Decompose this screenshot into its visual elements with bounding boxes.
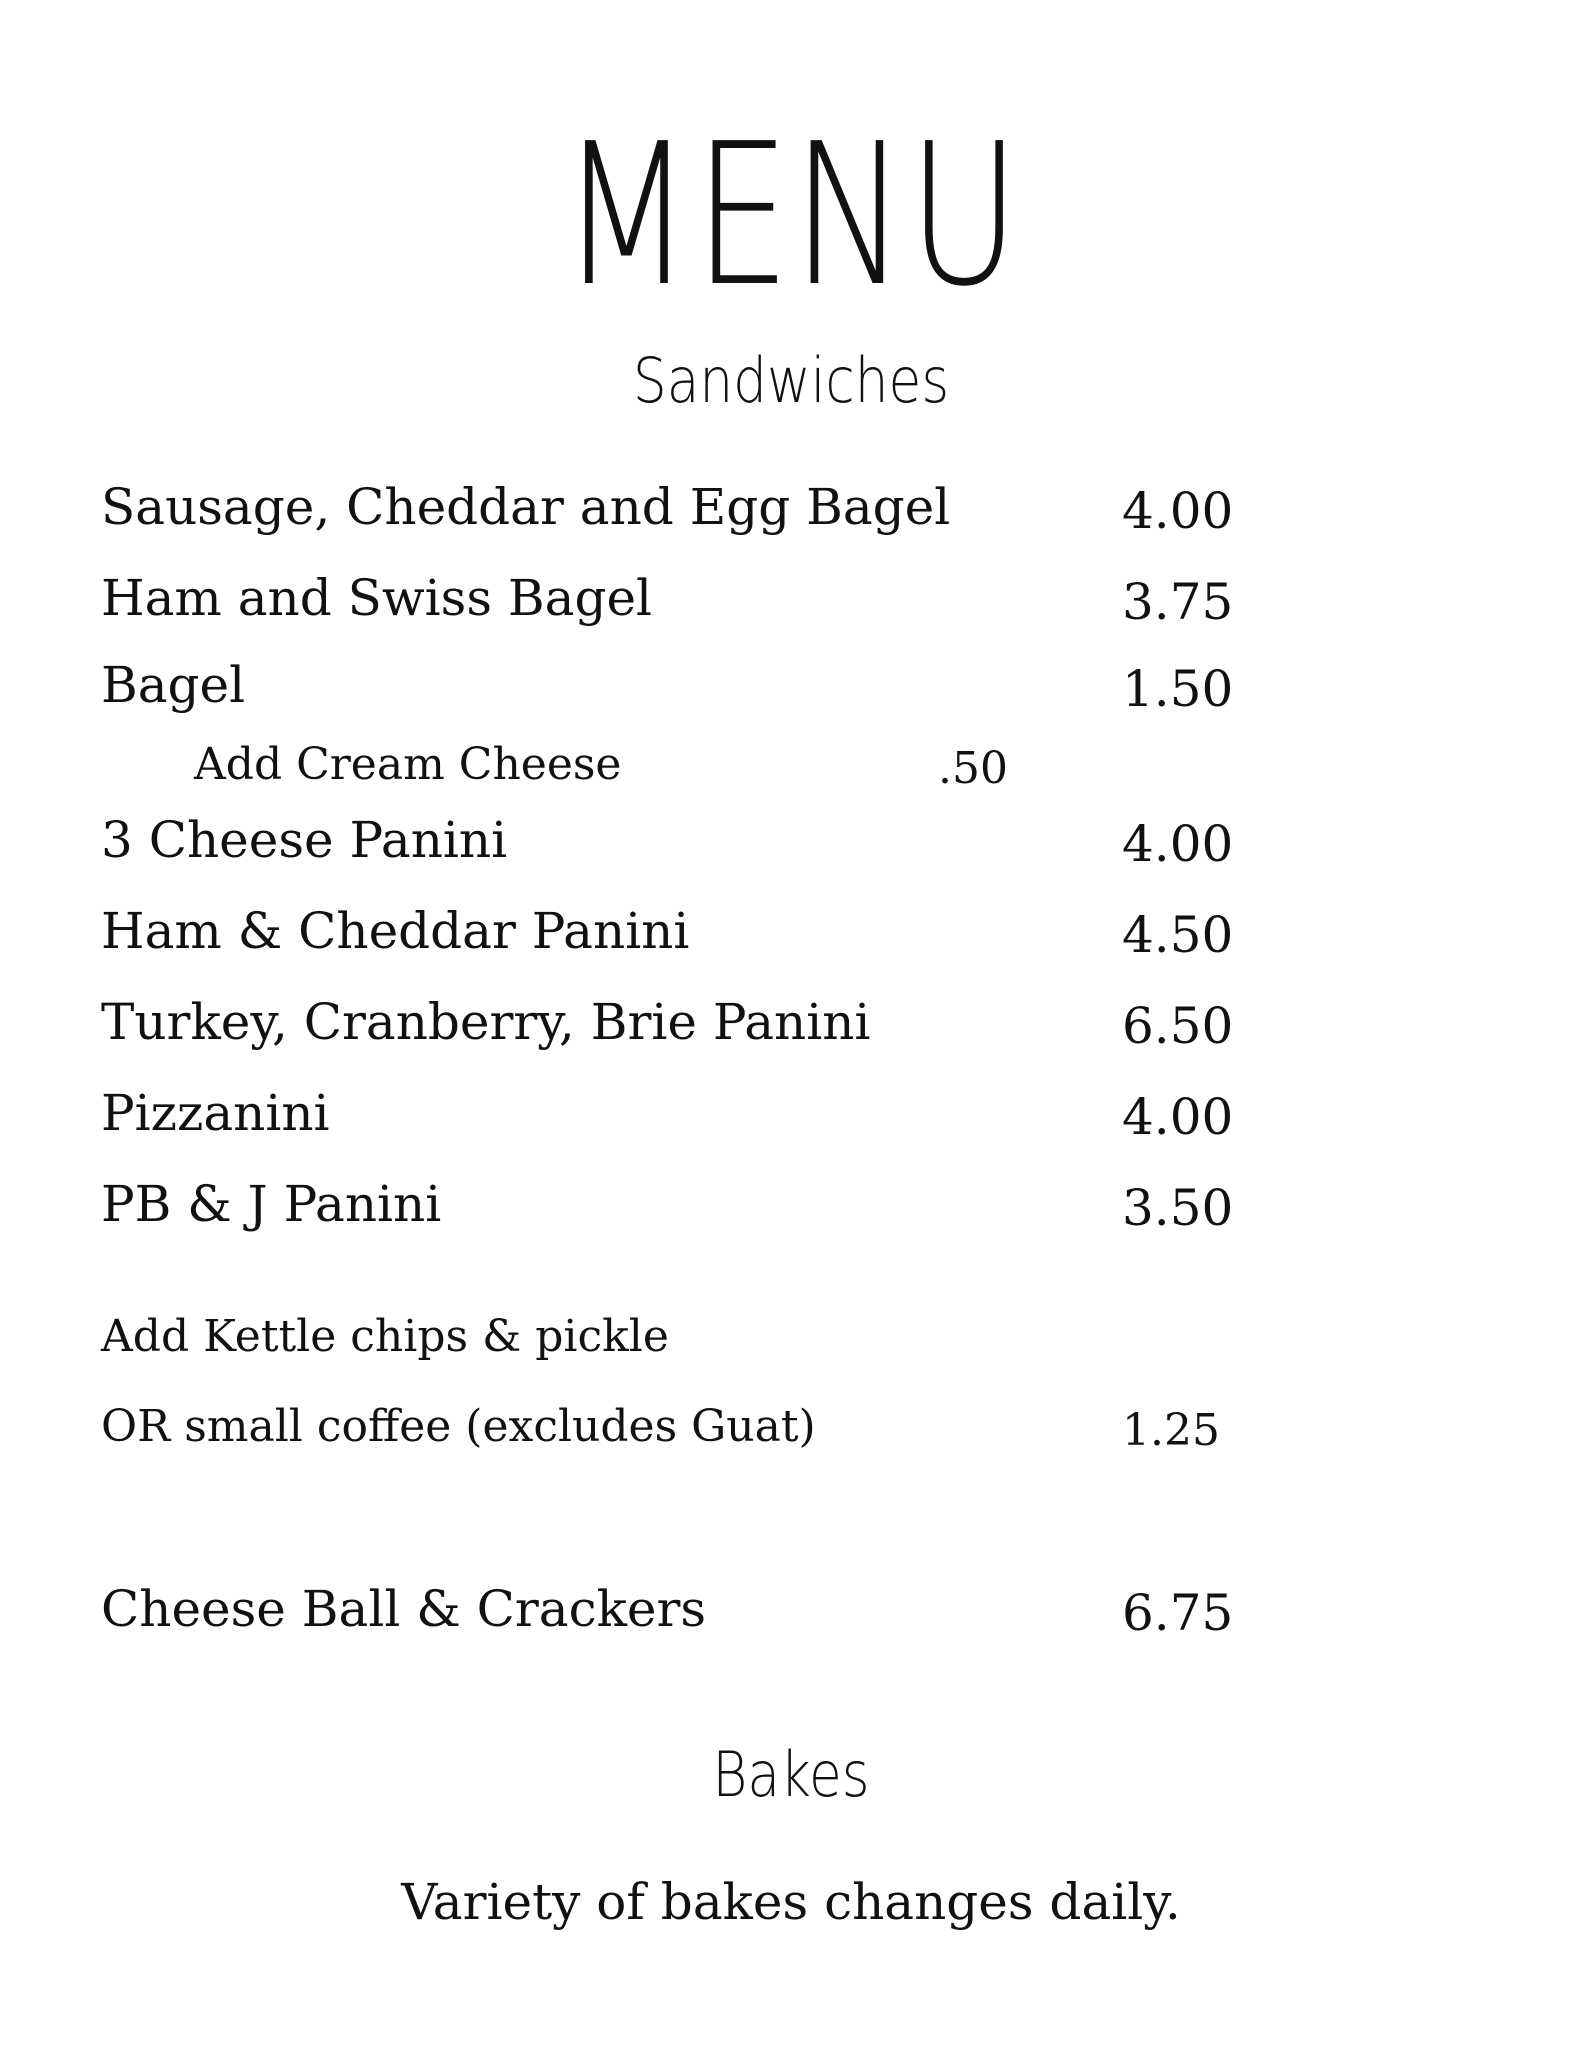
item-price: 4.00 bbox=[1122, 815, 1234, 873]
item-price: .50 bbox=[938, 743, 1008, 794]
section-heading-bakes: Bakes bbox=[712, 1738, 870, 1811]
menu-item bbox=[0, 899, 1582, 969]
bakes-note: Variety of bakes changes daily. bbox=[401, 1873, 1181, 1931]
item-name: Ham and Swiss Bagel bbox=[101, 569, 653, 627]
item-name: 3 Cheese Panini bbox=[101, 811, 508, 869]
item-price: 6.75 bbox=[1122, 1584, 1234, 1642]
menu-item-addon bbox=[0, 733, 1582, 803]
item-name: Bagel bbox=[101, 656, 246, 714]
item-name: Add Cream Cheese bbox=[194, 739, 622, 790]
addon-text: Add Kettle chips & pickle bbox=[101, 1311, 669, 1362]
menu-item bbox=[0, 1172, 1582, 1242]
addon-line bbox=[0, 1395, 1582, 1465]
addon-text: OR small coffee (excludes Guat) bbox=[101, 1401, 816, 1452]
menu-item bbox=[0, 653, 1582, 723]
menu-title: MENU bbox=[560, 102, 1022, 330]
menu-item bbox=[0, 1577, 1582, 1647]
item-name: PB & J Panini bbox=[101, 1175, 442, 1233]
item-name: Cheese Ball & Crackers bbox=[101, 1580, 707, 1638]
item-price: 1.50 bbox=[1122, 660, 1234, 718]
item-price: 4.50 bbox=[1122, 906, 1234, 964]
item-name: Pizzanini bbox=[101, 1084, 330, 1142]
addon-price: 1.25 bbox=[1122, 1405, 1220, 1456]
menu-item bbox=[0, 475, 1582, 545]
item-price: 3.50 bbox=[1122, 1179, 1234, 1237]
item-price: 4.00 bbox=[1122, 482, 1234, 540]
menu-item bbox=[0, 990, 1582, 1060]
item-name: Turkey, Cranberry, Brie Panini bbox=[101, 993, 871, 1051]
menu-item bbox=[0, 1081, 1582, 1151]
item-name: Sausage, Cheddar and Egg Bagel bbox=[101, 478, 951, 536]
section-heading-sandwiches: Sandwiches bbox=[632, 344, 950, 417]
item-price: 3.75 bbox=[1122, 573, 1234, 631]
menu-item bbox=[0, 566, 1582, 636]
item-name: Ham & Cheddar Panini bbox=[101, 902, 690, 960]
item-price: 4.00 bbox=[1122, 1088, 1234, 1146]
item-price: 6.50 bbox=[1122, 997, 1234, 1055]
menu-item bbox=[0, 808, 1582, 878]
addon-line bbox=[0, 1305, 1582, 1375]
